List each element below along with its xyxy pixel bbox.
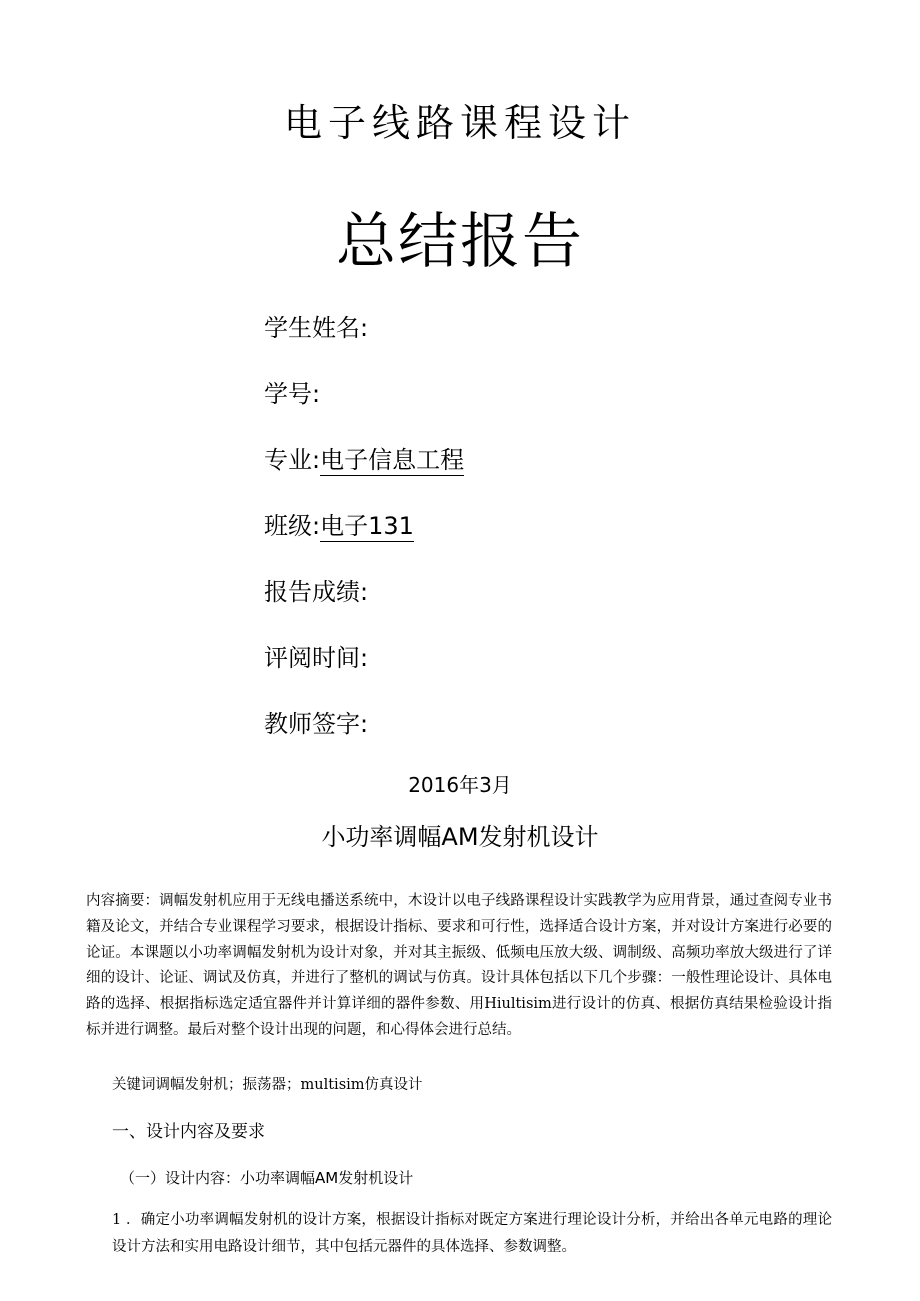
section-heading: 一、设计内容及要求 xyxy=(112,1122,265,1142)
report-title: 总结报告 xyxy=(336,207,584,277)
field-review-time xyxy=(264,638,368,673)
field-label: 教师签字: xyxy=(264,710,369,738)
list-item: 1 ．确定小功率调幅发射机的设计方案，根据设计指标对既定方案进行理论设计分析，并给出各单元电路的理论设计方法和实用电路设计细节，其中包括元器件的具体选择、参数调整。 xyxy=(112,1212,832,1255)
subsection-heading: （一）设计内容：小功率调幅AM发射机设计 xyxy=(120,1169,414,1187)
field-label: 学号: xyxy=(264,380,321,408)
field-label: 评阅时间: xyxy=(264,644,369,672)
field-value: 电子信息工程 xyxy=(320,446,465,474)
field-student-id xyxy=(264,374,320,409)
field-student-name xyxy=(264,308,368,343)
field-label: 报告成绩: xyxy=(264,578,369,606)
document-title: 小功率调幅AM发射机设计 xyxy=(321,823,599,851)
field-major xyxy=(264,440,464,475)
field-report-grade xyxy=(264,572,368,607)
field-value: 电子131 xyxy=(320,512,414,540)
keywords-line: 关键词调幅发射机；振荡器；multisim仿真设计 xyxy=(112,1077,423,1093)
field-label: 班级: xyxy=(264,512,321,540)
field-label: 学生姓名: xyxy=(264,314,369,342)
abstract-paragraph: 内容摘要：调幅发射机应用于无线电播送系统中，木设计以电子线路课程设计实践教学为应用背景，通过查阅专业书籍及论文，并结合专业课程学习要求，根据设计指标、要求和可行性，选择适合设计方案，并对设计方案进行必要的论证。本课题以小功率调幅发射机为设计对象，并对其主振级、低频电压放大级、调制级、高频功率放大级进行了详细的设计、论证、调试及仿真，并进行了整机的调试与仿真。设计具体包括以下几个步骤：一般性理论设计、具体电路的选择、根据指标选定适宜器件并计算详细的器件参数、用Hiultisim进行设计的仿真、根据仿真结果检验设计指标并进行调整。最后对整个设计出现的问题，和心得体会进行总结。 xyxy=(86,893,832,1038)
course-title: 电子线路课程设计 xyxy=(283,101,636,145)
field-class xyxy=(264,506,414,541)
field-teacher-signature xyxy=(264,704,368,739)
report-date: 2016年3月 xyxy=(408,773,512,797)
field-label: 专业: xyxy=(264,446,321,474)
